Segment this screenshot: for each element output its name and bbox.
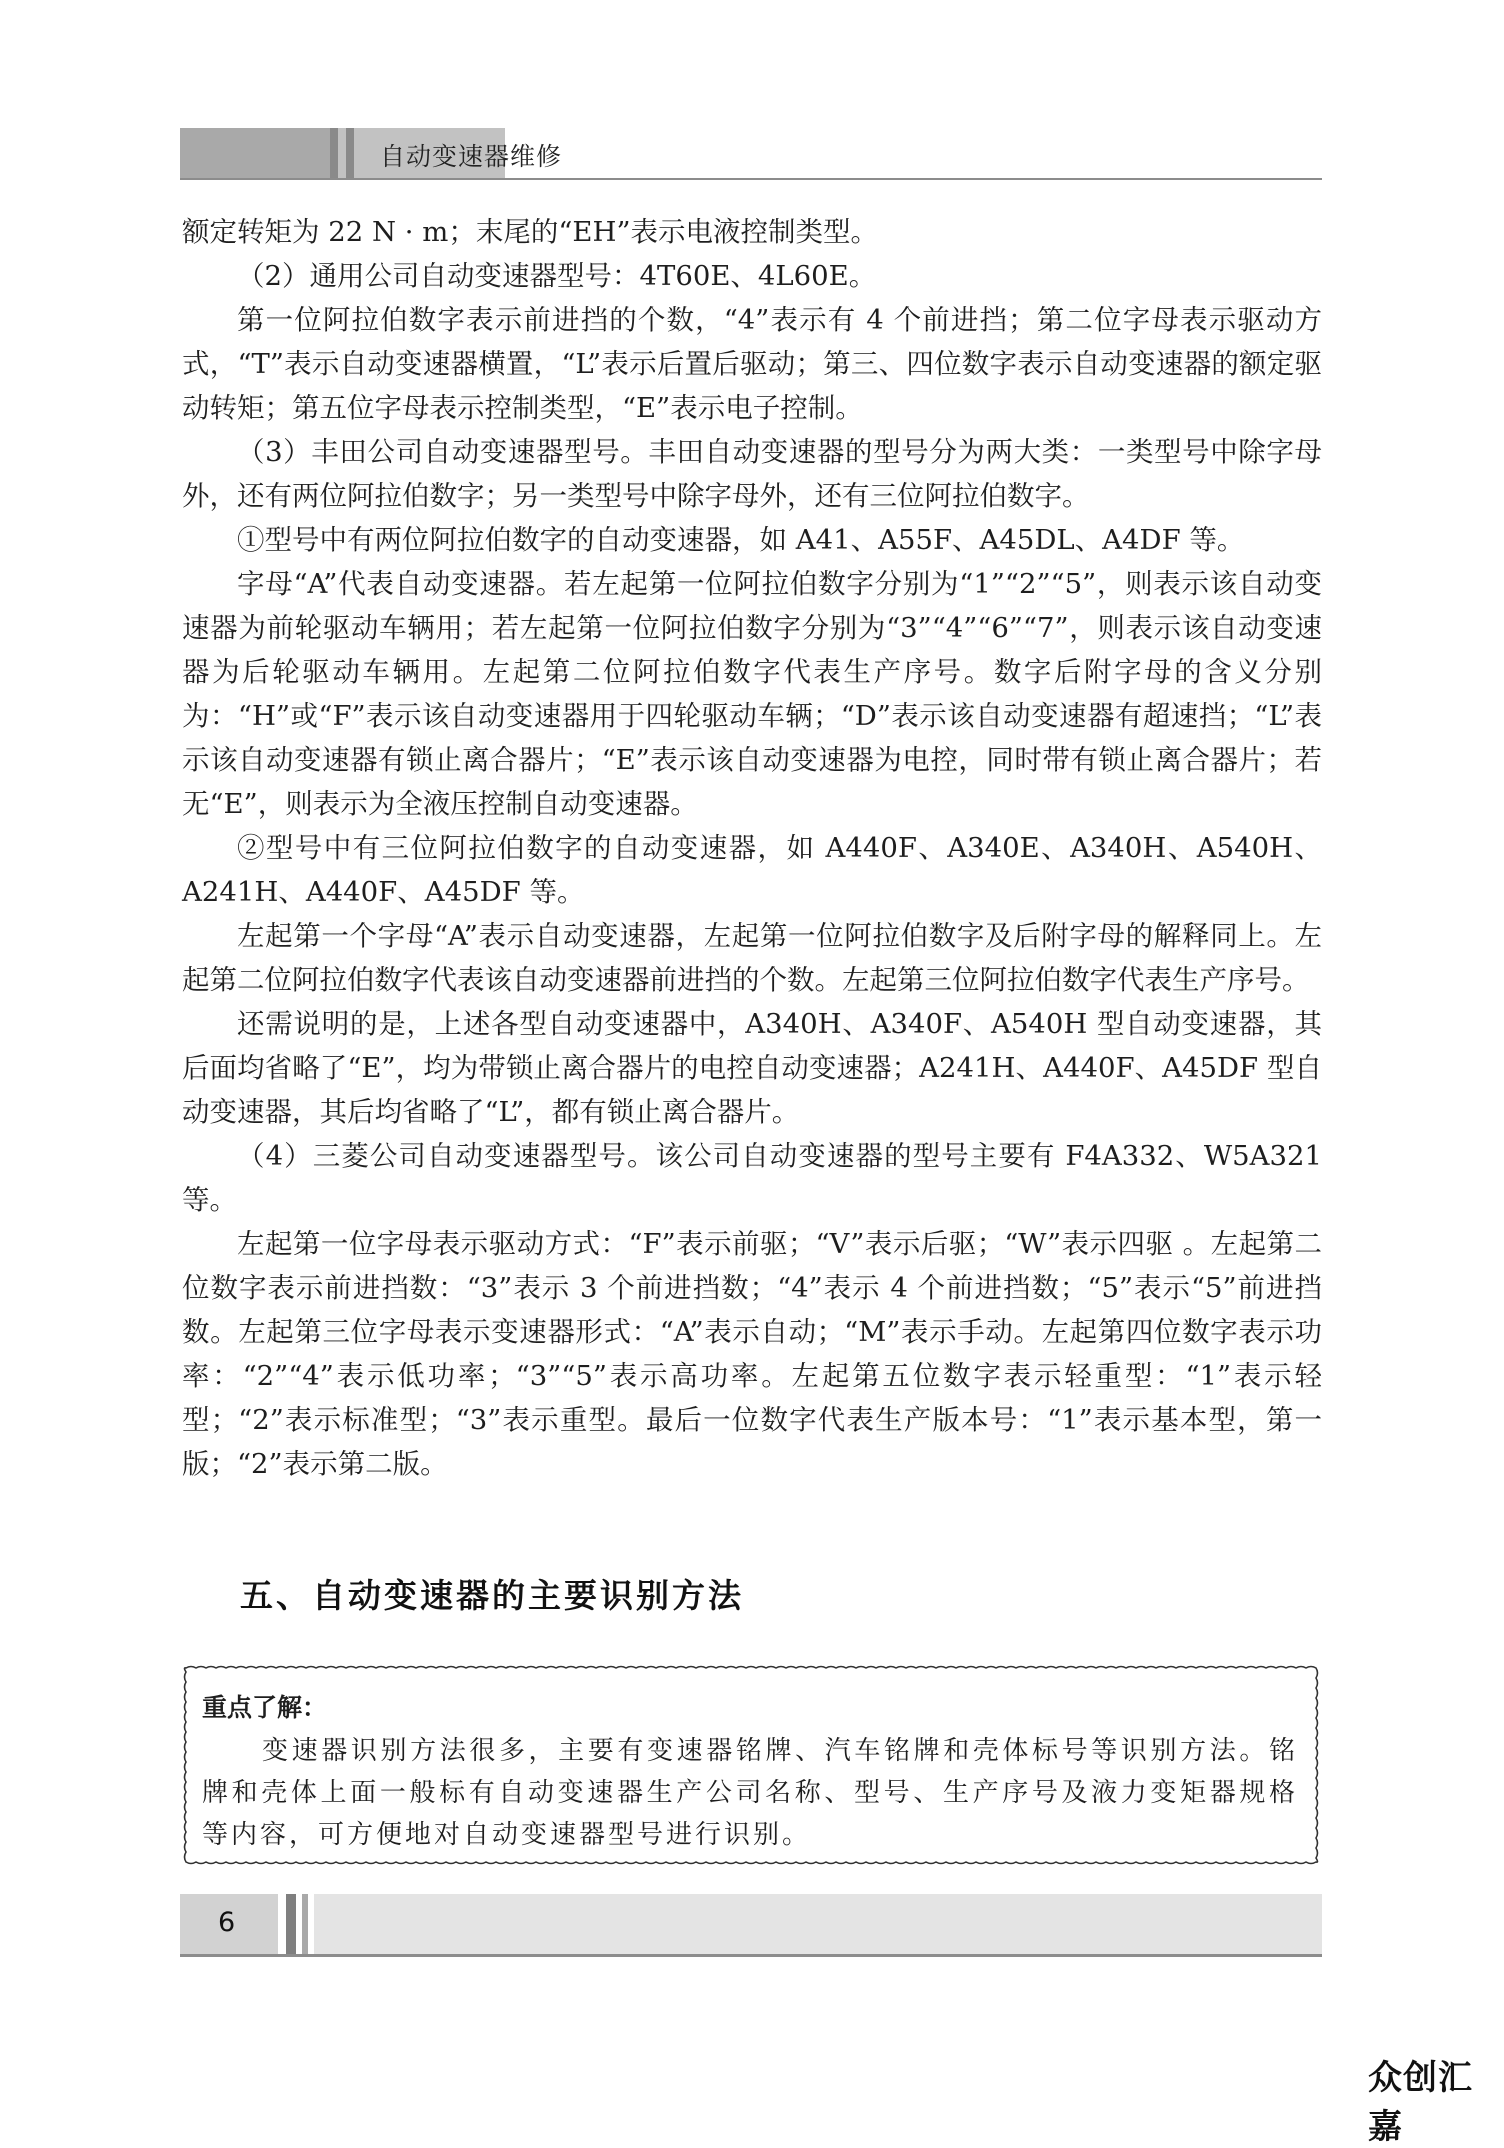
paragraph: 还需说明的是，上述各型自动变速器中，A340H、A340F、A540H 型自动变速器，其后面均省略了“E”，均为带锁止离合器片的电控自动变速器；A241H、A440F、A45DF 型自动变速器，其后均省略了“L”，都有锁止离合器片。 (182, 1008, 1322, 1128)
paragraph: 左起第一位字母表示驱动方式：“F”表示前驱；“V”表示后驱；“W”表示四驱 。左起第二位数字表示前进挡数：“3”表示 3 个前进挡数；“4”表示 4 个前进挡数；“5”表示“5”前进挡数。左起第三位字母表示变速器形式：“A”表示自动；“M”表示手动。左起第四位数字表示功率：“2”“4”表示低功率；“3”“5”表示高功率。左起第五位数字表示轻重型：“1”表示轻型；“2”表示标准型；“3”表示重型。最后一位数字代表生产版本号：“1”表示基本型，第一版；“2”表示第二版。 (182, 1228, 1322, 1480)
running-title: 自动变速器维修 (380, 142, 563, 171)
header-rule (180, 178, 1322, 180)
body-text (182, 210, 1322, 1486)
paragraph: （2）通用公司自动变速器型号：4T60E、4L60E。 (237, 260, 877, 292)
header-decor-block (180, 128, 330, 178)
page-header (180, 128, 1322, 180)
page-number: 6 (218, 1907, 236, 1938)
paragraph: ①型号中有两位阿拉伯数字的自动变速器，如 A41、A55F、A45DL、A4DF 等。 (237, 524, 1245, 556)
paragraph: 第一位阿拉伯数字表示前进挡的个数，“4”表示有 4 个前进挡；第二位字母表示驱动方式，“T”表示自动变速器横置，“L”表示后置后驱动；第三、四位数字表示自动变速器的额定驱动转矩；第五位字母表示控制类型，“E”表示电子控制。 (182, 304, 1322, 424)
key-points-label: 重点了解： (202, 1693, 328, 1722)
paragraph: 左起第一个字母“A”表示自动变速器，左起第一位阿拉伯数字及后附字母的解释同上。左起第二位阿拉伯数字代表该自动变速器前进挡的个数。左起第三位阿拉伯数字代表生产序号。 (182, 920, 1322, 996)
paragraph: （3）丰田公司自动变速器型号。丰田自动变速器的型号分为两大类：一类型号中除字母外，还有两位阿拉伯数字；另一类型号中除字母外，还有三位阿拉伯数字。 (182, 436, 1322, 512)
paragraph: 额定转矩为 22 N · m；末尾的“EH”表示电液控制类型。 (182, 216, 879, 248)
section-heading: 五、自动变速器的主要识别方法 (240, 1576, 744, 1615)
footer-decor-bar (302, 1894, 308, 1954)
paragraph: ②型号中有三位阿拉伯数字的自动变速器，如 A440F、A340E、A340H、A540H、A241H、A440F、A45DF 等。 (182, 832, 1322, 908)
key-points-box (180, 1662, 1322, 1868)
footer-decor-bar (286, 1894, 296, 1954)
footer-decor-band (314, 1894, 1322, 1954)
paragraph: （4）三菱公司自动变速器型号。该公司自动变速器的型号主要有 F4A332、W5A321 等。 (182, 1140, 1322, 1216)
watermark-logo: 众创汇嘉 (1368, 2058, 1473, 2147)
footer-rule (180, 1954, 1322, 1957)
page-footer (180, 1894, 1322, 1958)
key-points-text: 变速器识别方法很多，主要有变速器铭牌、汽车铭牌和壳体标号等识别方法。铭牌和壳体上面一般标有自动变速器生产公司名称、型号、生产序号及液力变矩器规格等内容，可方便地对自动变速器型号进行识别。 (202, 1736, 1298, 1850)
header-decor-bar (346, 128, 354, 178)
header-decor-bar (330, 128, 338, 178)
paragraph: 字母“A”代表自动变速器。若左起第一位阿拉伯数字分别为“1”“2”“5”，则表示该自动变速器为前轮驱动车辆用；若左起第一位阿拉伯数字分别为“3”“4”“6”“7”，则表示该自动变速器为后轮驱动车辆用。左起第二位阿拉伯数字代表生产序号。数字后附字母的含义分别为：“H”或“F”表示该自动变速器用于四轮驱动车辆；“D”表示该自动变速器有超速挡；“L”表示该自动变速器有锁止离合器片；“E”表示该自动变速器为电控，同时带有锁止离合器片；若无“E”，则表示为全液压控制自动变速器。 (182, 568, 1322, 820)
